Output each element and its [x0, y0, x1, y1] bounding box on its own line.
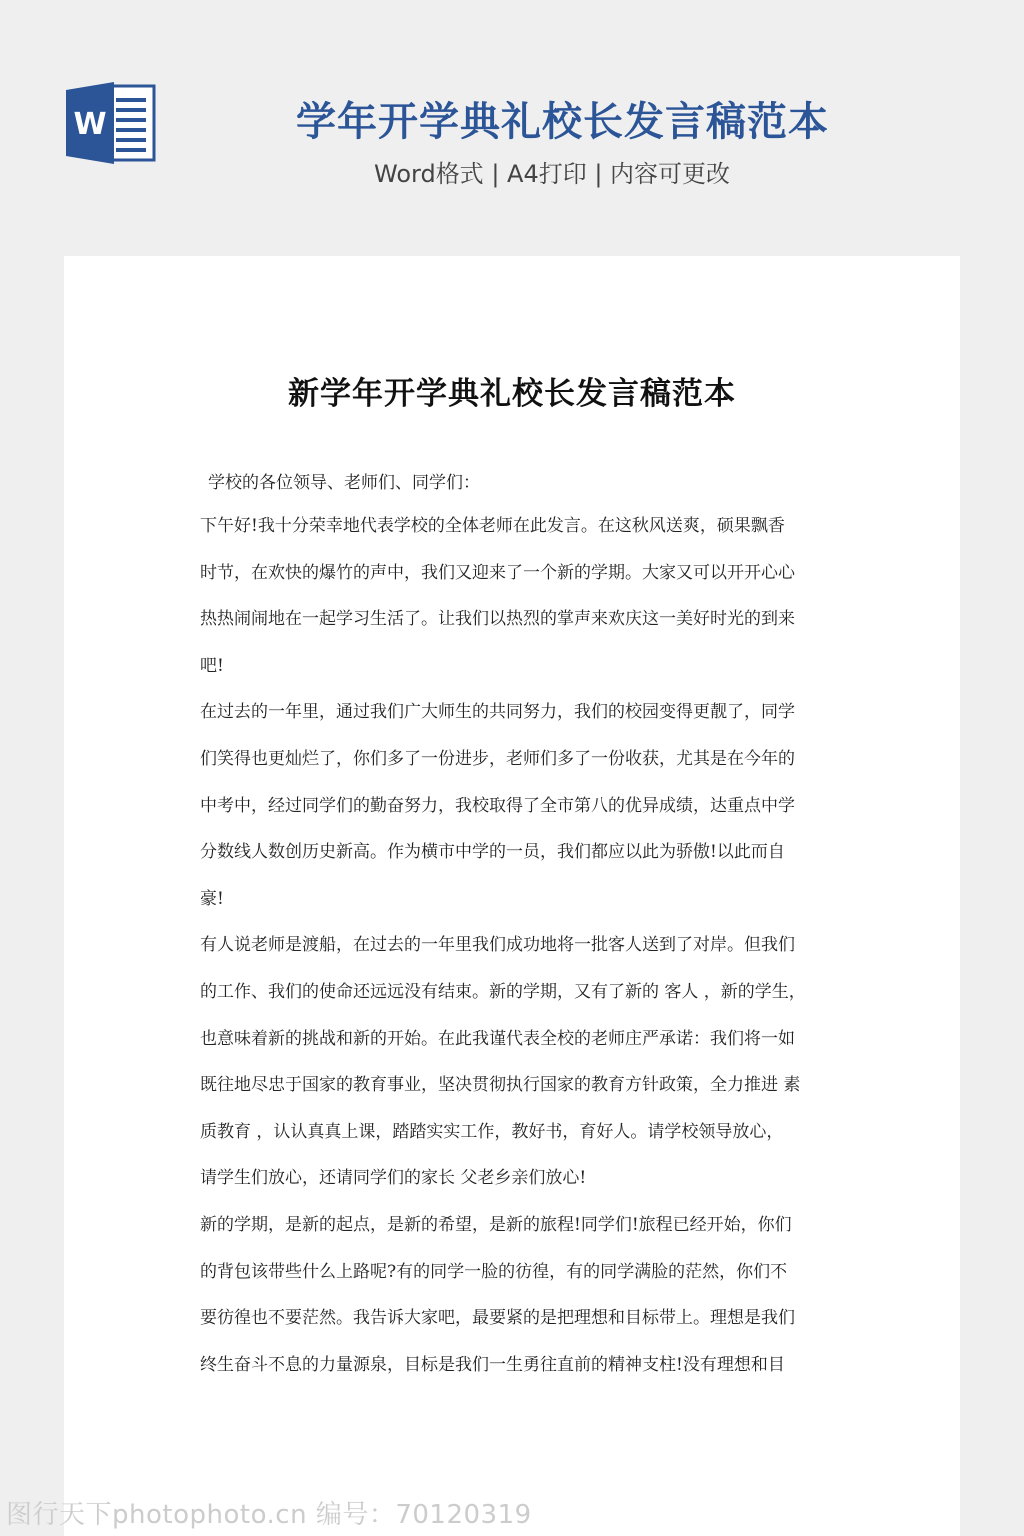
watermark: 图行天下photophoto.cn 编号：70120319	[6, 1500, 532, 1530]
header-banner	[0, 0, 1024, 250]
body-line: 也意味着新的挑战和新的开始。在此我谨代表全校的老师庄严承诺：我们将一如	[200, 1028, 795, 1049]
document-title: 新学年开学典礼校长发言稿范本	[288, 376, 736, 412]
document-body	[200, 514, 824, 1399]
body-line: 吧!	[200, 655, 224, 676]
body-line: 们笑得也更灿烂了，你们多了一份进步，老师们多了一份收获，尤其是在今年的	[200, 748, 795, 769]
body-line: 的工作、我们的使命还远远没有结束。新的学期，又有了新的 客人 ，新的学生，	[200, 981, 806, 1002]
body-line: 热热闹闹地在一起学习生活了。让我们以热烈的掌声来欢庆这一美好时光的到来	[200, 609, 795, 630]
word-document-icon	[66, 82, 156, 164]
body-line: 质教育 ，认认真真上课，踏踏实实工作，教好书，育好人。请学校领导放心，	[200, 1121, 784, 1142]
document-salutation: 学校的各位领导、老师们、同学们：	[208, 473, 480, 493]
header-subtitle: Word格式 | A4打印 | 内容可更改	[374, 160, 731, 188]
body-line: 下午好!我十分荣幸地代表学校的全体老师在此发言。在这秋风送爽，硕果飘香	[200, 516, 785, 536]
word-icon-letter: W	[73, 107, 107, 142]
document-page	[64, 256, 960, 1536]
body-line: 有人说老师是渡船，在过去的一年里我们成功地将一批客人送到了对岸。但我们	[200, 935, 795, 956]
body-line: 分数线人数创历史新高。作为横市中学的一员，我们都应以此为骄傲!以此而自	[200, 842, 785, 863]
header-title: 学年开学典礼校长发言稿范本	[296, 99, 829, 145]
body-line: 既往地尽忠于国家的教育事业，坚决贯彻执行国家的教育方针政策，全力推进 素	[200, 1075, 801, 1096]
body-line: 中考中，经过同学们的勤奋努力，我校取得了全市第八的优异成绩，达重点中学	[200, 795, 795, 816]
body-line: 豪!	[200, 888, 224, 909]
body-line: 的背包该带些什么上路呢?有的同学一脸的彷徨，有的同学满脸的茫然，你们不	[200, 1261, 788, 1282]
body-line: 在过去的一年里，通过我们广大师生的共同努力，我们的校园变得更靓了，同学	[200, 702, 795, 723]
body-line: 请学生们放心，还请同学们的家长 父老乡亲们放心!	[200, 1168, 587, 1189]
body-line: 终生奋斗不息的力量源泉，目标是我们一生勇往直前的精神支柱!没有理想和目	[200, 1354, 785, 1375]
body-line: 新的学期，是新的起点，是新的希望，是新的旅程!同学们!旅程已经开始，你们	[200, 1214, 792, 1235]
body-line: 要彷徨也不要茫然。我告诉大家吧，最要紧的是把理想和目标带上。理想是我们	[200, 1308, 795, 1329]
body-line: 时节，在欢快的爆竹的声中，我们又迎来了一个新的学期。大家又可以开开心心	[200, 562, 795, 583]
